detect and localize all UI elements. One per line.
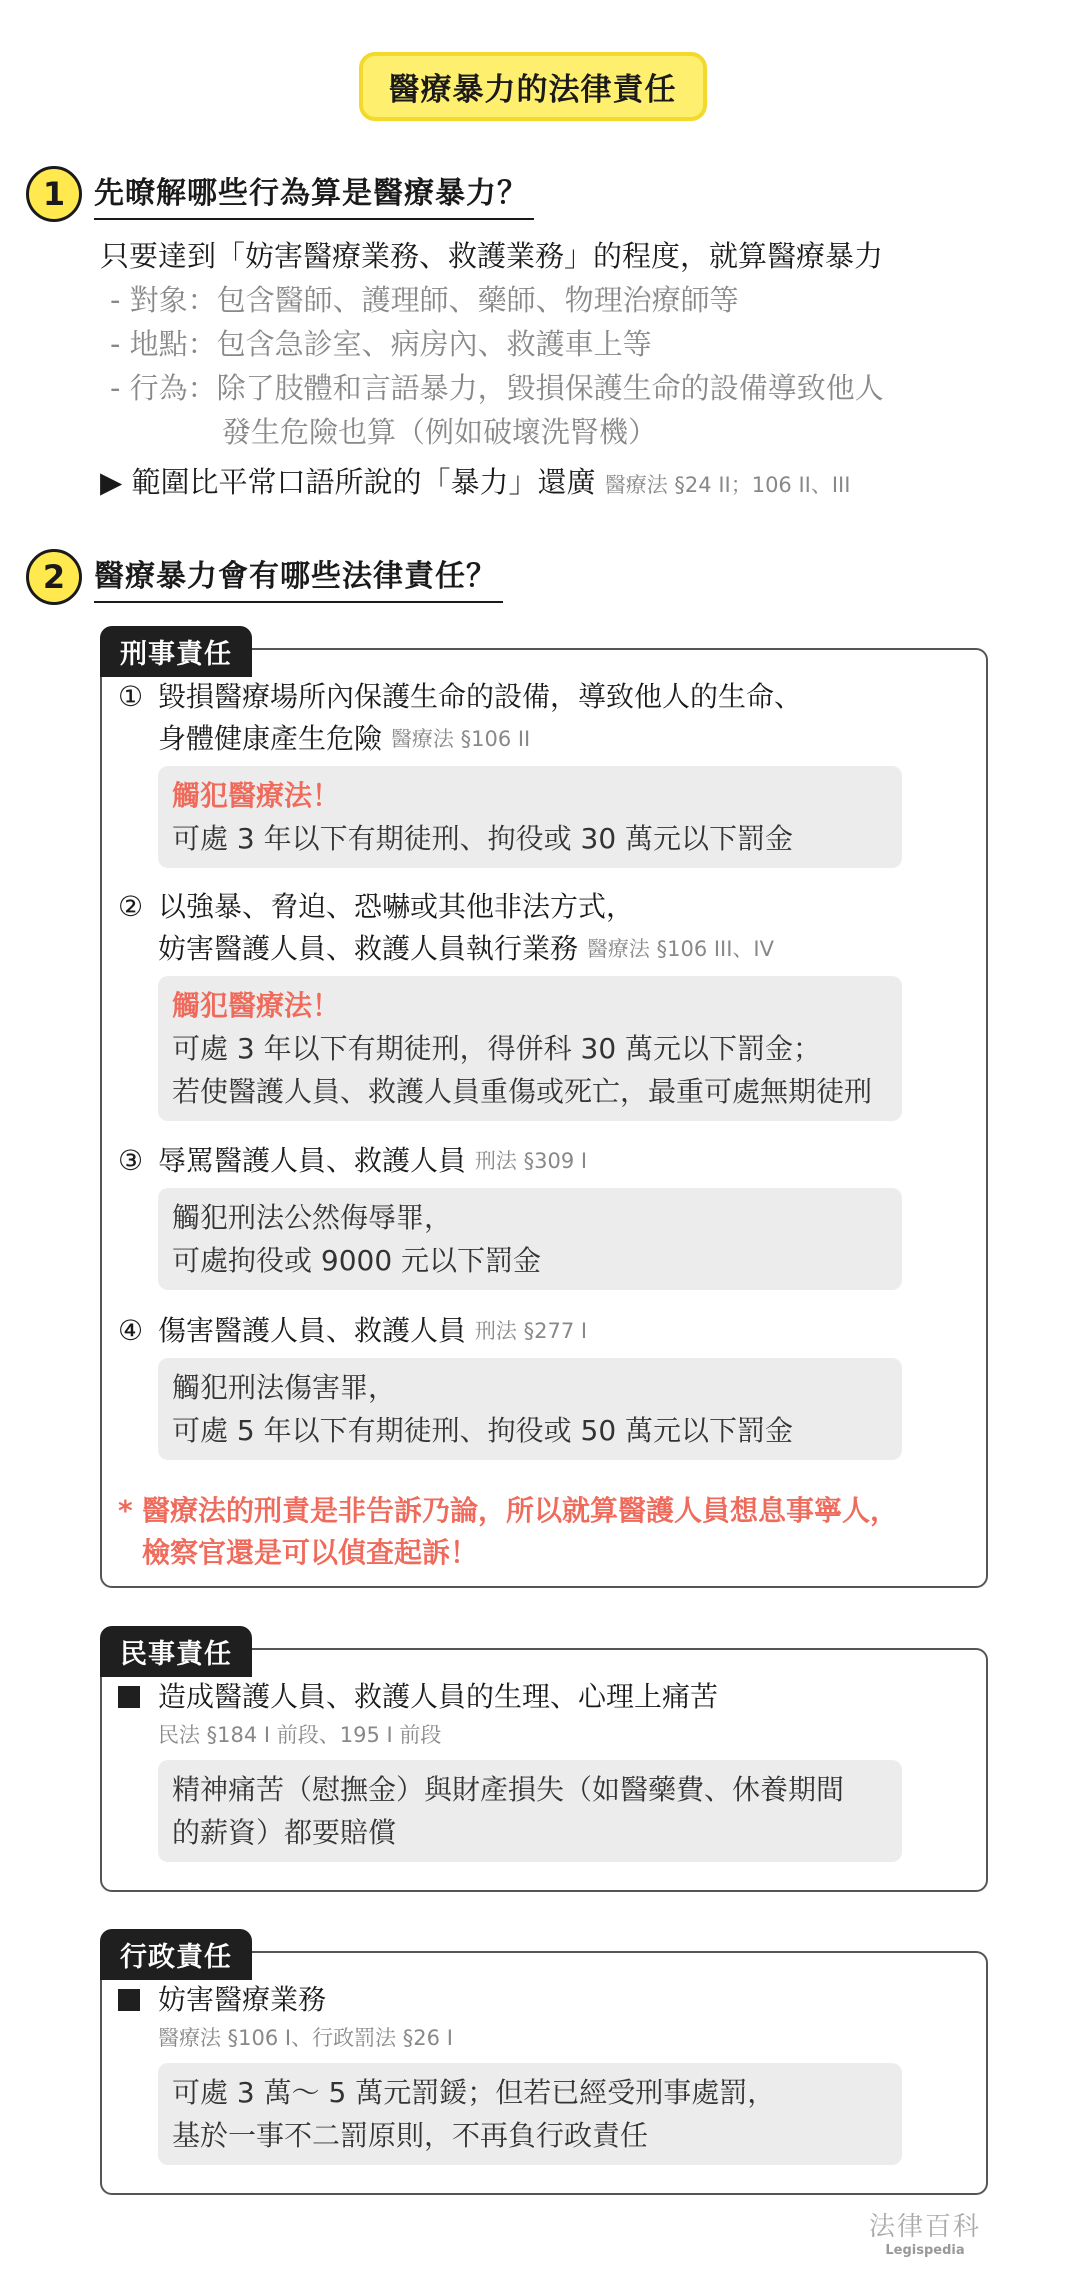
admin-penalty bbox=[158, 2063, 902, 2165]
civil-body2: 的薪資）都要賠償 bbox=[172, 1816, 397, 1849]
item-body1: 觸犯刑法公然侮辱罪， bbox=[172, 1201, 453, 1234]
item-body2: 可處拘役或 9000 元以下罰金 bbox=[172, 1244, 542, 1277]
section1-number: 1 bbox=[26, 166, 82, 222]
item-penalty bbox=[158, 1358, 902, 1460]
civil-item bbox=[118, 1676, 958, 1862]
item-body1: 觸犯刑法傷害罪， bbox=[172, 1371, 397, 1404]
civil-ref: 民法 §184 I 前段、195 I 前段 bbox=[158, 1723, 442, 1747]
section2-number: 2 bbox=[26, 549, 82, 605]
item-ref: 醫療法 §106 II bbox=[390, 727, 531, 751]
section1-item-target: - 對象：包含醫師、護理師、藥師、物理治療師等 bbox=[110, 283, 739, 317]
section1-body bbox=[100, 234, 960, 507]
admin-item bbox=[118, 1979, 958, 2165]
item-ref: 刑法 §277 I bbox=[474, 1319, 588, 1343]
page-title: 醫療暴力的法律責任 bbox=[359, 52, 707, 121]
item-line2: 妨害醫護人員、救護人員執行業務 bbox=[158, 932, 579, 965]
criminal-note bbox=[118, 1490, 978, 1574]
section1-header bbox=[26, 166, 534, 222]
item-mark: ① bbox=[118, 680, 144, 713]
section1-lead: 只要達到「妨害醫療業務、救護業務」的程度，就算醫療暴力 bbox=[100, 239, 884, 273]
section1-conclusion-row bbox=[100, 460, 960, 507]
item-penalty bbox=[158, 766, 902, 868]
item-mark: ④ bbox=[118, 1314, 144, 1347]
note-line1: 醫療法的刑責是非告訴乃論，所以就算醫護人員想息事寧人， bbox=[142, 1494, 899, 1527]
square-bullet bbox=[118, 1676, 158, 1720]
admin-label: 行政責任 bbox=[100, 1929, 252, 1980]
admin-body1: 可處 3 萬～ 5 萬元罰鍰；但若已經受刑事處罰， bbox=[172, 2076, 776, 2109]
item-line1: 辱罵醫護人員、救護人員 bbox=[158, 1144, 467, 1177]
criminal-label: 刑事責任 bbox=[100, 626, 252, 677]
admin-body2: 基於一事不二罰原則，不再負行政責任 bbox=[172, 2119, 649, 2152]
item-line1: 毀損醫療場所內保護生命的設備，導致他人的生命、 bbox=[158, 680, 803, 713]
item-ref: 刑法 §309 I bbox=[474, 1149, 588, 1173]
criminal-item-2 bbox=[118, 886, 958, 1121]
criminal-item-3 bbox=[118, 1140, 958, 1290]
square-bullet bbox=[118, 1979, 158, 2023]
section2-header bbox=[26, 549, 503, 605]
criminal-item-4 bbox=[118, 1310, 958, 1460]
civil-box bbox=[100, 1639, 988, 1892]
section1-item-behavior-cont: 發生危險也算（例如破壞洗腎機） bbox=[222, 415, 658, 449]
footer-name: 法律百科 bbox=[868, 2212, 981, 2242]
section1-title: 先暸解哪些行為算是醫療暴力？ bbox=[94, 168, 534, 220]
civil-label: 民事責任 bbox=[100, 1626, 252, 1677]
criminal-item-1 bbox=[118, 676, 958, 868]
item-body2: 可處 5 年以下有期徒刑、拘役或 50 萬元以下罰金 bbox=[172, 1414, 794, 1447]
item-mark: ③ bbox=[118, 1144, 144, 1177]
admin-box bbox=[100, 1942, 988, 2195]
item-body1: 可處 3 年以下有期徒刑，得併科 30 萬元以下罰金； bbox=[172, 1032, 822, 1065]
admin-title: 妨害醫療業務 bbox=[158, 1983, 327, 2016]
civil-body1: 精神痛苦（慰撫金）與財產損失（如醫藥費、休養期間 bbox=[172, 1773, 845, 1806]
item-line1: 以強暴、脅迫、恐嚇或其他非法方式， bbox=[158, 890, 635, 923]
item-penalty bbox=[158, 1188, 902, 1290]
item-body1: 可處 3 年以下有期徒刑、拘役或 30 萬元以下罰金 bbox=[172, 822, 794, 855]
item-line1: 傷害醫護人員、救護人員 bbox=[158, 1314, 467, 1347]
item-mark: ② bbox=[118, 890, 144, 923]
criminal-box bbox=[100, 639, 988, 1588]
title-wrap bbox=[0, 52, 1065, 121]
section2-title: 醫療暴力會有哪些法律責任？ bbox=[94, 551, 503, 603]
note-mark: * bbox=[118, 1494, 133, 1527]
item-ref: 醫療法 §106 III、IV bbox=[586, 937, 774, 961]
admin-ref: 醫療法 §106 I、行政罰法 §26 I bbox=[158, 2026, 453, 2050]
section1-conclusion: ▶ 範圍比平常口語所說的「暴力」還廣 bbox=[100, 465, 596, 499]
item-warn: 觸犯醫療法！ bbox=[172, 779, 341, 812]
item-warn: 觸犯醫療法！ bbox=[172, 989, 341, 1022]
civil-title: 造成醫護人員、救護人員的生理、心理上痛苦 bbox=[158, 1680, 719, 1713]
section1-item-behavior: - 行為：除了肢體和言語暴力，毀損保護生命的設備導致他人 bbox=[110, 371, 884, 405]
item-line2: 身體健康產生危險 bbox=[158, 722, 383, 755]
section1-conclusion-ref: 醫療法 §24 II；106 II、III bbox=[604, 473, 851, 497]
item-penalty bbox=[158, 976, 902, 1121]
footer-logo bbox=[869, 2206, 981, 2258]
item-body2: 若使醫護人員、救護人員重傷或死亡，最重可處無期徒刑 bbox=[172, 1075, 873, 1108]
civil-penalty bbox=[158, 1760, 902, 1862]
section1-item-place: - 地點：包含急診室、病房內、救護車上等 bbox=[110, 327, 652, 361]
footer-name-en: Legispedia bbox=[885, 2243, 965, 2258]
note-line2: 檢察官還是可以偵查起訴！ bbox=[142, 1536, 479, 1569]
